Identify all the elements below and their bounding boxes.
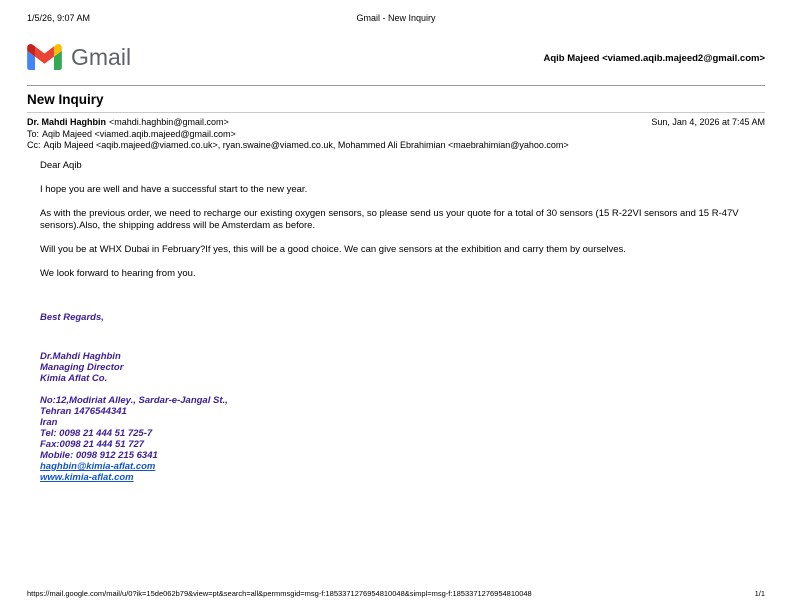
signature-tel: Tel: 0098 21 444 51 725-7 xyxy=(40,428,153,439)
body-paragraph: As with the previous order, we need to recharge our existing oxygen sensors, so please send us your quote for a total of 30 sensors (15 R-22VI sensors and 15 R-47V sensors).Also, the shipping address will be Amsterdam as before. xyxy=(40,208,739,231)
signature-name: Dr.Mahdi Haghbin xyxy=(40,351,121,362)
signature-regards: Best Regards, xyxy=(40,312,104,323)
cc-label: Cc: xyxy=(27,140,41,150)
message-meta xyxy=(27,117,765,152)
signature-address-line2: Tehran 1476544341 xyxy=(40,406,127,417)
signature-mobile: Mobile: 0098 912 215 6341 xyxy=(40,450,158,461)
gmail-masthead xyxy=(27,44,765,74)
to-row xyxy=(27,129,765,141)
signature-email-link[interactable]: haghbin@kimia-aflat.com xyxy=(40,461,156,472)
signature-address-line3: Iran xyxy=(40,417,58,428)
subject-divider xyxy=(27,112,765,113)
signature-address-line1: No:12,Modiriat Alley., Sardar-e-Jangal St., xyxy=(40,395,228,406)
from-name: Dr. Mahdi Haghbin xyxy=(27,117,107,127)
message-body xyxy=(40,160,762,483)
browser-print-header xyxy=(27,13,765,25)
cc-recipients: Aqib Majeed <aqib.majeed@viamed.co.uk>, ryan.swaine@viamed.co.uk, Mohammed Ali Ebrahimian <maebrahimian@yahoo.com> xyxy=(43,140,569,150)
gmail-m-icon xyxy=(27,44,62,70)
print-page-number: 1/1 xyxy=(754,589,765,598)
body-paragraph: We look forward to hearing from you. xyxy=(40,268,196,279)
from-row xyxy=(27,117,765,129)
print-title: Gmail - New Inquiry xyxy=(356,13,436,23)
to-recipients: Aqib Majeed <viamed.aqib.majeed@gmail.com> xyxy=(42,128,236,139)
greeting: Dear Aqib xyxy=(40,160,82,171)
signature-company: Kimia Aflat Co. xyxy=(40,373,108,384)
print-datetime: 1/5/26, 9:07 AM xyxy=(27,13,91,23)
blank-space xyxy=(40,292,762,312)
browser-print-footer xyxy=(27,589,765,599)
message-date: Sun, Jan 4, 2026 at 7:45 AM xyxy=(651,117,765,127)
signature-fax: Fax:0098 21 444 51 727 xyxy=(40,439,145,450)
blank-space xyxy=(40,323,762,351)
gmail-wordmark: Gmail xyxy=(71,44,132,70)
body-paragraph: Will you be at WHX Dubai in February?If yes, this will be a good choice. We can give sensors at the exhibition and carry them by ourselves. xyxy=(40,244,626,255)
from-email: <mahdi.haghbin@gmail.com> xyxy=(109,117,229,127)
signature-job-title: Managing Director xyxy=(40,362,124,373)
cc-row xyxy=(27,140,765,152)
print-footer-url: https://mail.google.com/mail/u/0?ik=15de062b79&view=pt&search=all&permmsgid=msg-f:1853371276954810048&simpl=msg-f:1853371276954810048 xyxy=(27,589,532,598)
signature-website-link[interactable]: www.kimia-aflat.com xyxy=(40,472,134,483)
signature-block xyxy=(40,351,762,483)
account-owner: Aqib Majeed <viamed.aqib.majeed2@gmail.com> xyxy=(543,53,765,64)
blank-space xyxy=(40,384,762,395)
masthead-divider xyxy=(27,85,765,86)
email-subject: New Inquiry xyxy=(27,92,104,107)
body-paragraph: I hope you are well and have a successful start to the new year. xyxy=(40,184,308,195)
to-label: To: xyxy=(27,128,40,139)
